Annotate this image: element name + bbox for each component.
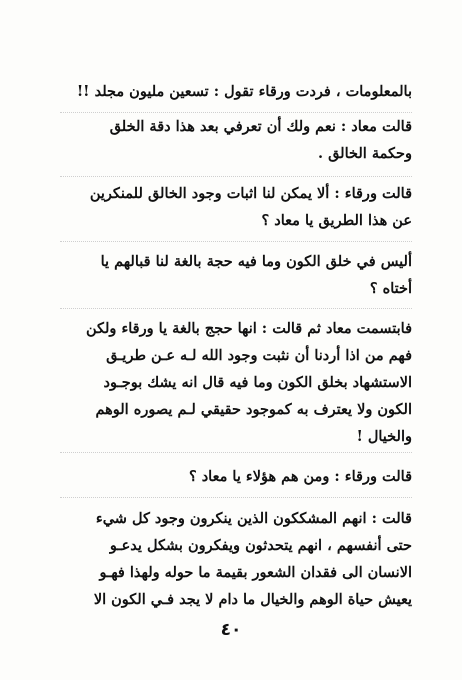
text-line: قالت ورقاء : ومن هم هؤلاء يا معاد ؟ bbox=[188, 468, 412, 485]
divider bbox=[60, 452, 412, 453]
paragraph-3 bbox=[60, 180, 412, 234]
paragraph-5 bbox=[60, 315, 412, 450]
paragraph-1 bbox=[60, 78, 412, 105]
text-line: وحكمة الخالق . bbox=[317, 145, 412, 162]
paragraph-4 bbox=[60, 248, 412, 302]
paragraph-2 bbox=[60, 113, 412, 167]
text-line: فهم من اذا أردنا أن نثبت وجود الله لـه عـن طريـق bbox=[106, 347, 412, 364]
text-line: أختاه ؟ bbox=[369, 280, 412, 297]
divider bbox=[60, 241, 412, 242]
text-line: الكون ولا يعترف به كموجود حقيقي لـم يصوره الوهم bbox=[95, 401, 412, 418]
text-line: أليس في خلق الكون وما فيه حجة بالغة لنا قبالهم يا bbox=[100, 253, 412, 270]
text-line: فابتسمت معاد ثم قالت : انها حجج بالغة يا ورقاء ولكن bbox=[85, 320, 412, 337]
paragraph-6 bbox=[60, 463, 412, 490]
text-line: عن هذا الطريق يا معاد ؟ bbox=[261, 212, 412, 229]
divider bbox=[60, 308, 412, 309]
text-line: والخيال ! bbox=[356, 428, 412, 445]
divider bbox=[60, 176, 412, 177]
text-line: قالت : انهم المشككون الذين ينكرون وجود كل شيء bbox=[95, 510, 412, 527]
page-number: ٤٠ bbox=[220, 620, 242, 640]
divider bbox=[60, 497, 412, 498]
text-line: الانسان الى فقدان الشعور بقيمة ما حوله ولهذا فهـو bbox=[99, 564, 412, 581]
text-line: الاستشهاد بخلق الكون وما فيه قال انه يشك بوجـود bbox=[103, 374, 412, 391]
text-line: حتى أنفسهم ، انهم يتحدثون ويفكرون بشكل يدعـو bbox=[109, 537, 412, 554]
text-line: قالت معاد : نعم ولك أن تعرفي بعد هذا دقة الخلق bbox=[109, 118, 412, 135]
paragraph-7 bbox=[60, 505, 412, 613]
text-line: يعيش حياة الوهم والخيال ما دام لا يجد فـي الكون الا bbox=[93, 591, 412, 608]
text-line: قالت ورقاء : ألا يمكن لنا اثبات وجود الخالق للمنكرين bbox=[89, 185, 412, 202]
text-line: بالمعلومات ، فردت ورقاء تقول : تسعين مليون مجلد !! bbox=[76, 83, 412, 100]
